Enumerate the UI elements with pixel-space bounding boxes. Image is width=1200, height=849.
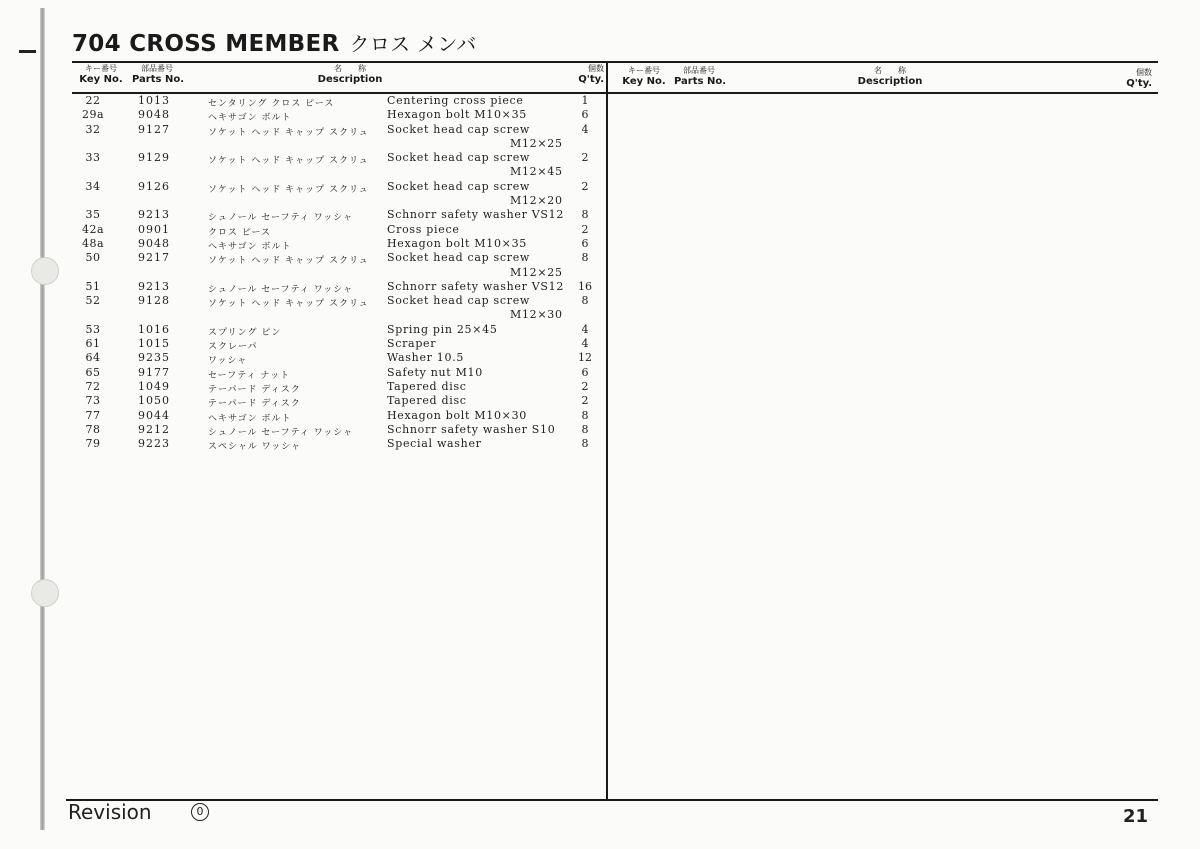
- description-cell: Tapered disc: [387, 379, 467, 393]
- punch-hole-bottom: [31, 579, 59, 607]
- description-jp-cell: ソケット ヘッド キャップ スクリュ: [208, 156, 369, 167]
- parts-no-cell: 9223: [138, 437, 170, 451]
- description-jp-cell: シュノール セーフティ ワッシャ: [208, 427, 354, 438]
- description-cell: Hexagon bolt M10×30: [387, 408, 527, 422]
- description-jp-cell: センタリング クロス ピース: [208, 99, 335, 109]
- key-no-cell: 65: [85, 365, 101, 379]
- punch-hole-top: [31, 257, 59, 285]
- description-cell: Hexagon bolt M10×35: [387, 108, 527, 122]
- description-cell: Tapered disc: [387, 394, 467, 408]
- table-row-continuation: [72, 308, 607, 322]
- key-no-cell: 32: [85, 122, 101, 136]
- binding-line: [40, 8, 45, 830]
- qty-cell: 12: [578, 351, 592, 365]
- parts-no-cell: 9217: [138, 251, 170, 265]
- table-row: [72, 323, 607, 337]
- description-jp-cell: スクレーパ: [208, 342, 258, 353]
- key-no-cell: 77: [85, 408, 101, 422]
- description-jp-cell: ワッシャ: [208, 356, 248, 367]
- table-row: [72, 366, 607, 380]
- table-row-continuation: [72, 194, 607, 208]
- table-row-continuation: [72, 137, 607, 151]
- table-row: [72, 394, 607, 408]
- col-header-key: キー番号 Key No.: [79, 64, 123, 85]
- table-row: [72, 223, 607, 237]
- description-jp-cell: シュノール セーフティ ワッシャ: [208, 213, 354, 224]
- description-cell: Special washer: [387, 437, 482, 451]
- description-cell: Centering cross piece: [387, 94, 524, 107]
- table-row: [72, 94, 607, 108]
- qty-cell: 2: [581, 379, 589, 393]
- col-header-key-right: キー番号 Key No.: [622, 66, 666, 87]
- key-no-cell: 42a: [81, 222, 105, 236]
- description-cell: Socket head cap screw: [387, 122, 531, 136]
- description-jp-cell: ソケット ヘッド キャップ スクリュ: [208, 127, 369, 138]
- table-row: [72, 108, 607, 122]
- col-header-part-right: 部品番号 Parts No.: [674, 66, 726, 87]
- key-no-cell: 22: [85, 94, 101, 107]
- key-no-cell: 73: [85, 394, 101, 408]
- revision-number: 0: [191, 803, 209, 821]
- description-cell: Schnorr safety washer VS12: [387, 279, 565, 293]
- parts-no-cell: 1016: [138, 322, 170, 336]
- description-cell: M12×45: [510, 165, 563, 179]
- revision-label: Revision: [68, 800, 152, 824]
- qty-cell: 6: [581, 365, 589, 379]
- parts-no-cell: 9213: [138, 208, 170, 222]
- description-jp-cell: スペシャル ワッシャ: [208, 442, 302, 453]
- description-jp-cell: テーパード ディスク: [208, 384, 301, 395]
- col-header-part: 部品番号 Parts No.: [132, 64, 184, 85]
- parts-no-cell: 1013: [138, 94, 170, 107]
- description-cell: Socket head cap screw: [387, 179, 531, 193]
- qty-cell: 2: [581, 394, 589, 408]
- footer-rule: [66, 799, 1158, 801]
- parts-no-cell: 1050: [138, 394, 170, 408]
- qty-cell: 8: [581, 251, 589, 265]
- parts-no-cell: 9048: [138, 236, 170, 250]
- description-jp-cell: ヘキサゴン ボルト: [208, 413, 292, 424]
- table-row: [72, 337, 607, 351]
- description-cell: M12×20: [510, 194, 563, 208]
- qty-cell: 2: [581, 179, 589, 193]
- description-jp-cell: ソケット ヘッド キャップ スクリュ: [208, 256, 369, 267]
- description-jp-cell: ソケット ヘッド キャップ スクリュ: [208, 299, 369, 310]
- table-row: [72, 280, 607, 294]
- qty-cell: 8: [581, 437, 589, 451]
- key-no-cell: 50: [85, 251, 101, 265]
- description-jp-cell: シュノール セーフティ ワッシャ: [208, 284, 354, 295]
- description-cell: Hexagon bolt M10×35: [387, 236, 527, 250]
- description-cell: M12×25: [510, 265, 563, 279]
- description-cell: Washer 10.5: [387, 351, 465, 365]
- title-jp: クロス メンバ: [349, 32, 477, 56]
- qty-cell: 8: [581, 208, 589, 222]
- margin-dash: [19, 50, 36, 53]
- key-no-cell: 33: [85, 151, 101, 165]
- parts-no-cell: 9213: [138, 279, 170, 293]
- qty-cell: 2: [581, 151, 589, 165]
- col-header-description: 名 称 Description: [317, 64, 383, 85]
- parts-no-cell: 9127: [138, 122, 170, 136]
- key-no-cell: 48a: [81, 236, 105, 250]
- description-cell: M12×25: [510, 136, 563, 150]
- page-title: [72, 28, 477, 60]
- header-top-rule: [72, 61, 1158, 63]
- qty-cell: 4: [581, 337, 589, 351]
- qty-cell: 6: [581, 108, 589, 122]
- parts-no-cell: 9129: [138, 151, 170, 165]
- table-row: [72, 151, 607, 165]
- key-no-cell: 35: [85, 208, 101, 222]
- description-jp-cell: ヘキサゴン ボルト: [208, 113, 292, 124]
- title-en: 704 CROSS MEMBER: [72, 31, 340, 57]
- qty-cell: 8: [581, 408, 589, 422]
- key-no-cell: 61: [85, 337, 101, 351]
- description-jp-cell: テーパード ディスク: [208, 399, 301, 410]
- description-cell: Schnorr safety washer VS12: [387, 208, 565, 222]
- key-no-cell: 29a: [81, 108, 105, 122]
- qty-cell: 1: [581, 94, 589, 107]
- table-row: [72, 423, 607, 437]
- table-row: [72, 437, 607, 451]
- qty-cell: 2: [581, 222, 589, 236]
- description-cell: Spring pin 25×45: [387, 322, 498, 336]
- qty-cell: 4: [581, 122, 589, 136]
- table-row: [72, 123, 607, 137]
- description-jp-cell: ヘキサゴン ボルト: [208, 241, 292, 252]
- description-cell: Socket head cap screw: [387, 251, 531, 265]
- qty-cell: 8: [581, 422, 589, 436]
- qty-cell: 4: [581, 322, 589, 336]
- page-number: 21: [1122, 806, 1148, 827]
- qty-cell: 6: [581, 236, 589, 250]
- qty-cell: 16: [578, 279, 592, 293]
- col-header-qty: 個数 Q'ty.: [578, 64, 604, 85]
- qty-cell: 8: [581, 294, 589, 308]
- description-cell: Cross piece: [387, 222, 460, 236]
- description-cell: Safety nut M10: [387, 365, 483, 379]
- table-row-continuation: [72, 165, 607, 179]
- parts-no-cell: 9235: [138, 351, 170, 365]
- table-row: [72, 180, 607, 194]
- table-row: [72, 380, 607, 394]
- description-cell: Socket head cap screw: [387, 294, 531, 308]
- description-jp-cell: クロス ピース: [208, 227, 272, 238]
- parts-no-cell: 9048: [138, 108, 170, 122]
- table-row: [72, 409, 607, 423]
- description-jp-cell: ソケット ヘッド キャップ スクリュ: [208, 184, 369, 195]
- key-no-cell: 51: [85, 279, 101, 293]
- description-cell: M12×30: [510, 308, 563, 322]
- key-no-cell: 34: [85, 179, 101, 193]
- parts-no-cell: 9126: [138, 179, 170, 193]
- key-no-cell: 72: [85, 379, 101, 393]
- parts-no-cell: 9128: [138, 294, 170, 308]
- table-row: [72, 251, 607, 265]
- key-no-cell: 78: [85, 422, 101, 436]
- table-row: [72, 294, 607, 308]
- description-jp-cell: セーフティ ナット: [208, 370, 291, 381]
- key-no-cell: 52: [85, 294, 101, 308]
- table-row: [72, 351, 607, 365]
- key-no-cell: 53: [85, 322, 101, 336]
- col-header-description-right: 名 称 Description: [857, 66, 923, 87]
- table-row: [72, 208, 607, 222]
- description-jp-cell: スプリング ピン: [208, 327, 282, 338]
- parts-no-cell: 1015: [138, 337, 170, 351]
- parts-no-cell: 1049: [138, 379, 170, 393]
- parts-table: [72, 94, 607, 451]
- parts-no-cell: 0901: [138, 222, 170, 236]
- description-cell: Scraper: [387, 337, 437, 351]
- key-no-cell: 79: [85, 437, 101, 451]
- description-cell: Socket head cap screw: [387, 151, 531, 165]
- table-row-continuation: [72, 266, 607, 280]
- parts-no-cell: 9212: [138, 422, 170, 436]
- table-row: [72, 237, 607, 251]
- parts-no-cell: 9177: [138, 365, 170, 379]
- parts-no-cell: 9044: [138, 408, 170, 422]
- col-header-qty-right: 個数 Q'ty.: [1126, 68, 1152, 89]
- description-cell: Schnorr safety washer S10: [387, 422, 556, 436]
- key-no-cell: 64: [85, 351, 101, 365]
